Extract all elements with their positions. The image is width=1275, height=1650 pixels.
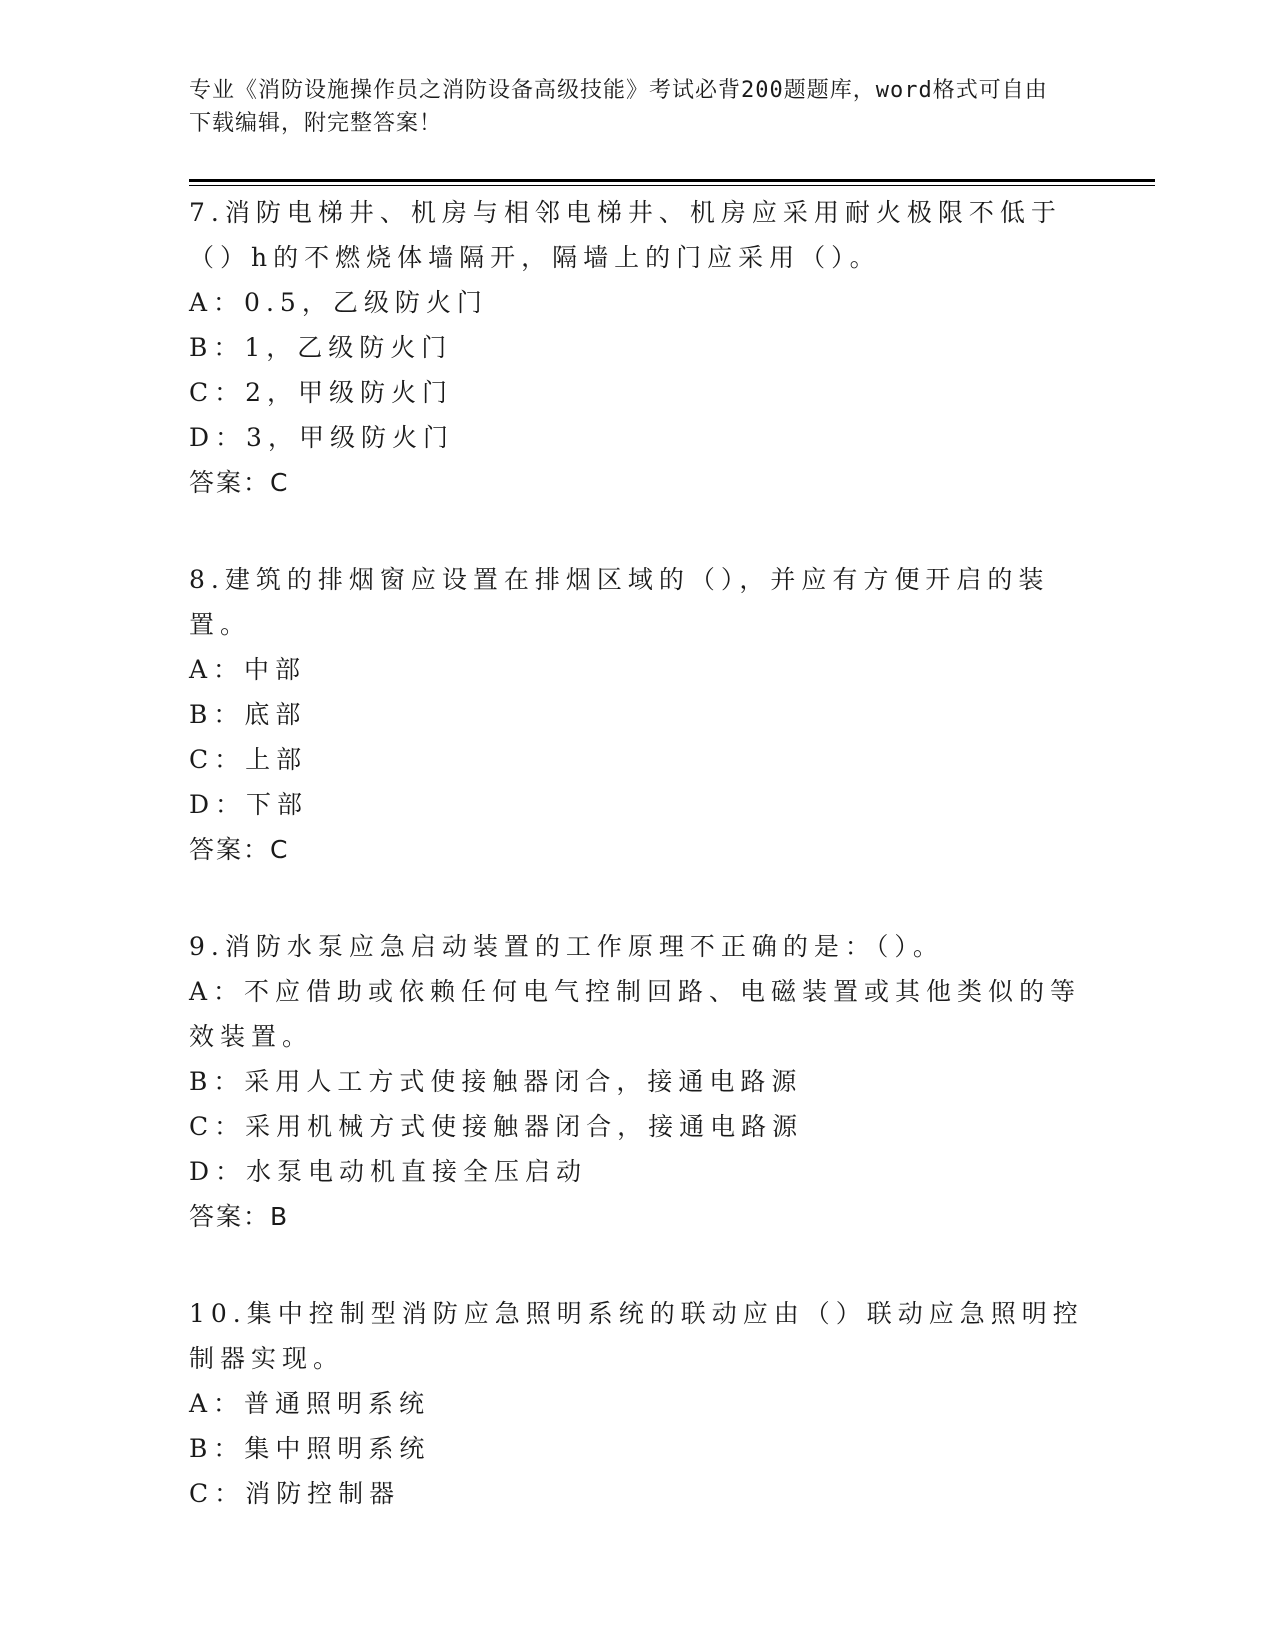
question-stem: 8.建筑的排烟窗应设置在排烟区域的（），并应有方便开启的装置。 — [189, 565, 1050, 639]
question-stem: 7.消防电梯井、机房与相邻电梯井、机房应采用耐火极限不低于（）h的不燃烧体墙隔开，隔墙上的门应采用（）。 — [189, 198, 1062, 272]
question-stem: 9.消防水泵应急启动装置的工作原理不正确的是：（）。 — [189, 932, 944, 961]
document-header: 专业《消防设施操作员之消防设备高级技能》考试必背200题题库，word格式可自由下载编辑，附完整答案！ — [189, 78, 1048, 136]
option-c: C：2，甲级防火门 — [189, 378, 454, 407]
option-d: D：水泵电动机直接全压启动 — [189, 1157, 588, 1186]
option-b: B：底部 — [189, 700, 307, 729]
option-b: B：集中照明系统 — [189, 1434, 431, 1463]
option-a: A：不应借助或依赖任何电气控制回路、电磁装置或其他类似的等效装置。 — [189, 977, 1082, 1051]
option-c: C：采用机械方式使接触器闭合，接通电路源 — [189, 1112, 804, 1141]
answer-line: 答案：C — [189, 835, 290, 864]
header-divider-thick — [189, 179, 1155, 182]
option-b: B：采用人工方式使接触器闭合，接通电路源 — [189, 1067, 803, 1096]
option-a: A：中部 — [189, 655, 307, 684]
header-divider-thin — [189, 185, 1155, 186]
option-d: D：下部 — [189, 790, 309, 819]
option-c: C：上部 — [189, 745, 308, 774]
option-b: B：1，乙级防火门 — [189, 333, 453, 362]
question-10 — [189, 1291, 1089, 1516]
option-d: D：3，甲级防火门 — [189, 423, 454, 452]
question-list — [189, 190, 1089, 1568]
option-a: A：0.5，乙级防火门 — [189, 288, 488, 317]
answer-line: 答案：C — [189, 468, 290, 497]
question-stem: 10.集中控制型消防应急照明系统的联动应由（）联动应急照明控制器实现。 — [189, 1299, 1084, 1373]
option-a: A：普通照明系统 — [189, 1389, 431, 1418]
option-c: C：消防控制器 — [189, 1479, 401, 1508]
question-7 — [189, 190, 1089, 505]
question-8 — [189, 557, 1089, 872]
question-9 — [189, 924, 1089, 1239]
answer-line: 答案：B — [189, 1202, 290, 1231]
